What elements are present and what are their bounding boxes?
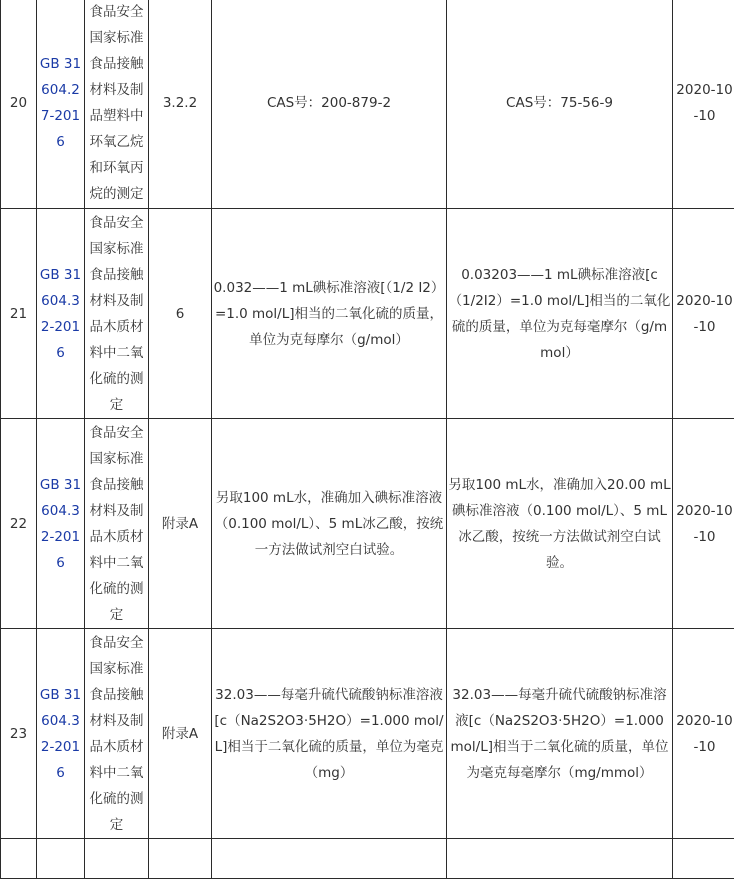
corrected-text: 0.03203——1 mL碘标准溶液[c（1/2I2）=1.0 mol/L]相当的二氧化硫的质量，单位为克每毫摩尔（g/mmol）	[447, 209, 673, 419]
standard-name: 食品安全国家标准食品接触材料及制品木质材料中二氧化硫的测定	[85, 419, 149, 629]
table-row	[1, 0, 734, 209]
standard-name: 食品安全国家标准食品接触材料及制品木质材料中二氧化硫的测定	[85, 209, 149, 419]
row-number: 23	[1, 629, 37, 839]
original-text: CAS号：200-879-2	[212, 0, 447, 209]
standard-link[interactable]: GB 31604.32-2016	[40, 267, 81, 361]
date-cell: 2020-10-10	[673, 419, 734, 629]
standard-link[interactable]: GB 31604.32-2016	[40, 477, 81, 571]
original-text: 0.032——1 mL碘标准溶液[（1/2 I2）=1.0 mol/L]相当的二氧化硫的质量，单位为克每摩尔（g/mol）	[212, 209, 447, 419]
row-number: 20	[1, 0, 37, 209]
clause-number: 附录A	[149, 419, 212, 629]
standard-link[interactable]: GB 31604.27-2016	[40, 56, 81, 150]
date-cell: 2020-10-10	[673, 0, 734, 209]
standard-name: 食品安全国家标准食品接触材料及制品塑料中环氧乙烷和环氧丙烷的测定	[85, 0, 149, 209]
corrected-text: CAS号：75-56-9	[447, 0, 673, 209]
corrected-text: 另取100 mL水，准确加入20.00 mL碘标准溶液（0.100 mol/L）、5 mL冰乙酸，按统一方法做试剂空白试验。	[447, 419, 673, 629]
original-text: 32.03——每毫升硫代硫酸钠标准溶液[c（Na2S2O3·5H2O）=1.000 mol/L]相当于二氧化硫的质量，单位为毫克（mg）	[212, 629, 447, 839]
table-row	[1, 419, 734, 629]
row-number: 22	[1, 419, 37, 629]
table-row	[1, 629, 734, 839]
date-cell: 2020-10-10	[673, 209, 734, 419]
table-row	[1, 839, 734, 879]
standard-link[interactable]: GB 31604.32-2016	[40, 687, 81, 781]
corrected-text: 32.03——每毫升硫代硫酸钠标准溶液[c（Na2S2O3·5H2O）=1.000 mol/L]相当于二氧化硫的质量，单位为毫克每毫摩尔（mg/mmol）	[447, 629, 673, 839]
clause-number: 3.2.2	[149, 0, 212, 209]
row-number: 21	[1, 209, 37, 419]
standard-name: 食品安全国家标准食品接触材料及制品木质材料中二氧化硫的测定	[85, 629, 149, 839]
date-cell: 2020-10-10	[673, 629, 734, 839]
original-text: 另取100 mL水，准确加入碘标准溶液（0.100 mol/L）、5 mL冰乙酸，按统一方法做试剂空白试验。	[212, 419, 447, 629]
clause-number: 附录A	[149, 629, 212, 839]
clause-number: 6	[149, 209, 212, 419]
table-row	[1, 209, 734, 419]
